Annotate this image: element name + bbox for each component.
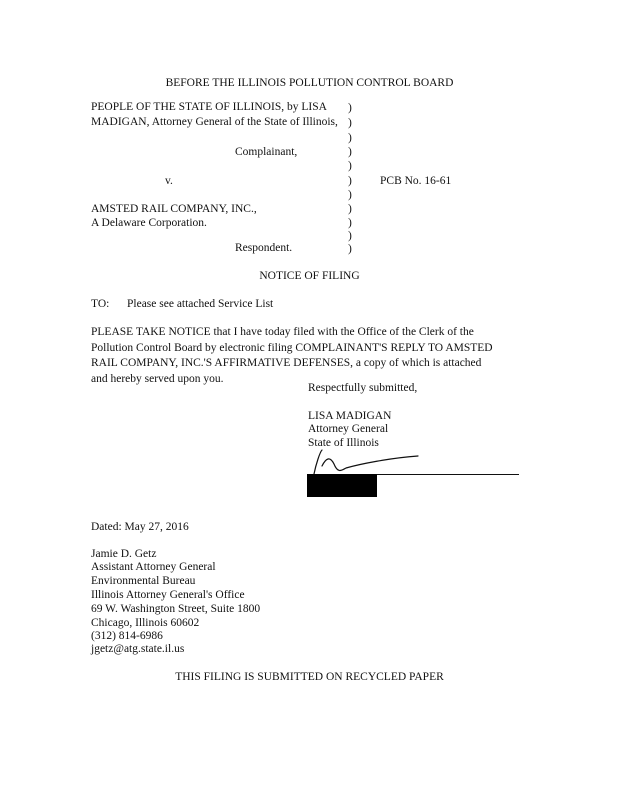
paren: )	[348, 117, 352, 129]
signer-title: Attorney General	[308, 423, 389, 435]
contact-address: 69 W. Washington Street, Suite 1800	[91, 603, 261, 615]
notice-body-line-1: PLEASE TAKE NOTICE that I have today filed with the Office of the Clerk of the	[91, 326, 474, 338]
contact-email: jgetz@atg.state.il.us	[91, 643, 185, 655]
closing: Respectfully submitted,	[308, 382, 418, 394]
signer-state: State of Illinois	[308, 437, 379, 449]
signature-line	[377, 474, 519, 475]
contact-name: Jamie D. Getz	[91, 548, 157, 560]
respondent-label: Respondent.	[235, 242, 293, 254]
dated-line: Dated: May 27, 2016	[91, 521, 189, 533]
notice-body-line-3: RAIL COMPANY, INC.'S AFFIRMATIVE DEFENSES, a copy of which is attached	[91, 357, 482, 369]
plaintiff-line-1: PEOPLE OF THE STATE OF ILLINOIS, by LISA	[91, 101, 327, 113]
contact-city: Chicago, Illinois 60602	[91, 617, 200, 629]
notice-body-line-4: and hereby served upon you.	[91, 372, 224, 385]
recycled-paper-note: THIS FILING IS SUBMITTED ON RECYCLED PAPER	[175, 671, 444, 683]
contact-bureau: Environmental Bureau	[91, 575, 196, 587]
court-heading: BEFORE THE ILLINOIS POLLUTION CONTROL BOARD	[165, 77, 454, 89]
to-text: Please see attached Service List	[127, 298, 274, 310]
paren: )	[348, 132, 352, 144]
paren: )	[348, 102, 352, 114]
notice-body	[91, 325, 531, 387]
defendant-line-2: A Delaware Corporation.	[91, 217, 207, 229]
paren: )	[348, 217, 352, 229]
paren: )	[348, 146, 352, 158]
contact-title: Assistant Attorney General	[91, 561, 216, 573]
paren: )	[348, 175, 352, 187]
notice-body-line-2: Pollution Control Board by electronic filing COMPLAINANT'S REPLY TO AMSTED	[91, 341, 493, 354]
plaintiff-line-2: MADIGAN, Attorney General of the State of Illinois,	[91, 116, 338, 128]
versus-label: v.	[165, 175, 173, 187]
signer-name: LISA MADIGAN	[308, 410, 392, 422]
to-label: TO:	[91, 298, 110, 310]
complainant-label: Complainant,	[235, 146, 298, 158]
redaction-box	[307, 474, 377, 497]
notice-title: NOTICE OF FILING	[259, 270, 360, 282]
contact-office: Illinois Attorney General's Office	[91, 589, 245, 601]
paren: )	[348, 243, 352, 255]
contact-phone: (312) 814-6986	[91, 630, 163, 642]
paren: )	[348, 203, 352, 215]
paren: )	[348, 160, 352, 172]
paren: )	[348, 189, 352, 201]
defendant-line-1: AMSTED RAIL COMPANY, INC.,	[91, 203, 257, 215]
paren: )	[348, 230, 352, 242]
case-number: PCB No. 16-61	[380, 175, 452, 187]
